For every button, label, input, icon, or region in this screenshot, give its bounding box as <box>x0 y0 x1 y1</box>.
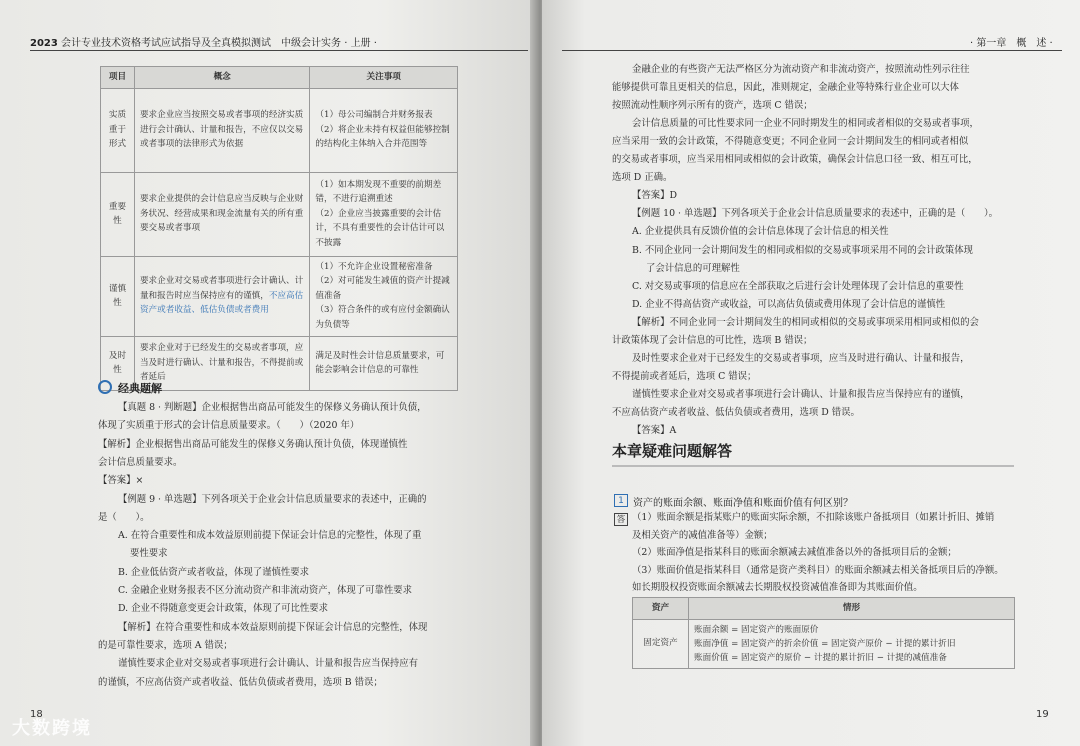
text-line: 体现了实质重于形式的会计信息质量要求。（ ）（2020 年） <box>98 420 360 432</box>
focus-cell: （1）不允许企业设置秘密准备 （2）对可能发生减值的资产计提减值准备 （3）符合条件的或有应付金额确认为负债等 <box>310 256 458 336</box>
focus-cell: （1）如本期发现不重要的前期差错，不进行追溯重述 （2）企业应当披露重要的会计估计，不具有重要性的会计估计可以不披露 <box>310 172 458 256</box>
text-line: C. 金融企业财务报表不区分流动资产和非流动资产，体现了可靠性要求 <box>118 585 413 596</box>
left-running-header: 2023 会计专业技术资格考试应试指导及全真模拟测试 中级会计实务 · 上册 · <box>30 38 377 49</box>
answer-badge: 答 <box>614 513 628 526</box>
text-line: D. 企业不得高估资产或收益，可以高估负债或费用体现了会计信息的谨慎性 <box>632 298 946 310</box>
table-row <box>633 619 1015 668</box>
table-row <box>101 256 458 336</box>
text-line: 不得提前或者延后，选项 C 错误； <box>612 370 757 382</box>
text-line: 【解析】不同企业同一会计期间发生的相同或相似的交易或事项采用相同或相似的会 <box>632 316 979 328</box>
text-line: 【解析】企业根据售出商品可能发生的保修义务确认预计负债，体现谨慎性 <box>98 438 408 450</box>
question-number-badge: 1 <box>614 494 628 507</box>
question-text: 资产的账面余额、账面净值和账面价值有何区别？ <box>633 498 853 509</box>
highlight-text: 不应高估资产或者收益、低估负债或者费用 <box>139 290 304 316</box>
text-line: 选项 D 正确。 <box>612 172 673 184</box>
right-page <box>542 0 1080 746</box>
text-line: 会计信息质量的可比性要求同一企业不同时期发生的相同或者相似的交易或者事项， <box>632 118 979 130</box>
text-line: 金融企业的有些资产无法严格区分为流动资产和非流动资产，按照流动性列示往往 <box>632 64 970 75</box>
case-line: 账面净值 = 固定资产的折余价值 = 固定资产原价 − 计提的累计折旧 <box>694 638 956 649</box>
table-header: 关注事项 <box>310 67 458 89</box>
item-cell: 及时性 <box>101 336 135 390</box>
header-rule <box>30 50 528 51</box>
table-row <box>101 172 458 256</box>
item-cell: 谨慎性 <box>101 256 135 336</box>
text-line: B. 不同企业同一会计期间发生的相同或相似的交易或事项采用不同的会计政策体现 <box>632 244 973 256</box>
text-line: 要性要求 <box>130 548 168 560</box>
page-number: 19 <box>1036 709 1049 720</box>
concept-cell: 要求企业应当按照交易或者事项的经济实质进行会计确认、计量和报告，不应仅以交易或者事项的法律形式为依据 <box>134 88 309 172</box>
focus-cell: （1）母公司编制合并财务报表 （2）将企业未持有权益但能够控制的结构化主体纳入合并范围等 <box>310 88 458 172</box>
text-line: A. 企业提供具有反馈价值的会计信息体现了会计信息的相关性 <box>632 226 889 238</box>
page-number: 18 <box>30 709 43 720</box>
text-line: 谨慎性要求企业对交易或者事项进行会计确认、计量和报告应当保持应有 <box>118 658 419 670</box>
text-line: 如长期股权投资账面余额减去长期股权投资减值准备即为其账面价值。 <box>632 582 923 593</box>
text-line: 的谨慎，不应高估资产或者收益、低估负债或者费用，选项 B 错误； <box>98 676 383 688</box>
title-rule <box>612 465 1014 467</box>
table-header: 资产 <box>633 598 689 620</box>
text-line: 的交易或者事项，应当采用相同或相似的会计政策，确保会计信息口径一致、相互可比， <box>612 154 978 166</box>
case-line: 账面余额 = 固定资产的账面原价 <box>694 624 819 635</box>
chapter-faq-title: 本章疑难问题解答 <box>612 442 733 460</box>
text-line: 【真题 8 · 判断题】企业根据售出商品可能发生的保修义务确认预计负债， <box>118 402 427 413</box>
text-line: 谨慎性要求企业对交易或者事项进行会计确认、计量和报告应当保持应有的谨慎， <box>632 388 970 400</box>
text-line: 会计信息质量要求。 <box>98 456 183 468</box>
classic-icon <box>98 380 112 394</box>
text-line: 的是可靠性要求，选项 A 错误； <box>98 639 233 651</box>
text-line: 【解析】在符合重要性和成本效益原则前提下保证会计信息的完整性，体现 <box>118 621 428 633</box>
concept-cell: 要求企业对于已经发生的交易或者事项，应当及时进行确认、计量和报告，不得提前或者延后 <box>134 336 309 390</box>
item-cell: 重要性 <box>101 172 135 256</box>
text-line: 应当采用一致的会计政策，不得随意变更；不同企业同一会计期间发生的相同或者相似 <box>612 136 969 148</box>
text-line: D. 企业不得随意变更会计政策，体现了可比性要求 <box>118 603 329 615</box>
right-running-header: · 第一章 概 述 · <box>970 38 1053 49</box>
text-line: 及时性要求企业对于已经发生的交易或者事项，应当及时进行确认、计量和报告， <box>632 352 970 364</box>
text-line: 不应高估资产或者收益、低估负债或者费用，选项 D 错误。 <box>612 406 860 418</box>
text-line: B. 企业低估资产或者收益，体现了谨慎性要求 <box>118 566 309 578</box>
section-title: 经典题解 <box>118 382 162 395</box>
quality-table <box>100 66 458 391</box>
concept-cell: 要求企业对交易或者事项进行会计确认、计量和报告时应当保持应有的谨慎，不应高估资产或者收益、低估负债或者费用 <box>134 256 309 336</box>
focus-cell: 满足及时性会计信息质量要求，可能会影响会计信息的可靠性 <box>310 336 458 390</box>
text-line: 了会计信息的可理解性 <box>646 262 740 274</box>
asset-cell: 固定资产 <box>633 619 689 668</box>
case-line: 账面价值 = 固定资产的原价 − 计提的累计折旧 − 计提的减值准备 <box>694 652 947 663</box>
fixed-asset-table <box>632 597 1015 669</box>
text-line: （3）账面价值是指某科目（通常是资产类科目）的账面余额减去相关备抵项目后的净额。 <box>632 564 1004 576</box>
text-line: 【答案】D <box>632 190 678 202</box>
left-page <box>0 0 538 746</box>
text-line: （2）账面净值是指某科目的账面余额减去减值准备以外的备抵项目后的金额； <box>632 547 957 558</box>
table-header: 情形 <box>689 598 1015 620</box>
text-line: 是（ ）。 <box>98 511 150 523</box>
table-row <box>101 88 458 172</box>
case-cell <box>689 619 1015 668</box>
header-rule <box>562 50 1062 51</box>
text-line: （1）账面余额是指某账户的账面实际余额，不扣除该账户备抵项目（如累计折旧、摊销 <box>632 512 995 523</box>
text-line: 计政策体现了会计信息的可比性，选项 B 错误； <box>612 334 813 346</box>
watermark-logo: 大数跨境 <box>12 718 92 739</box>
text-line: A. 在符合重要性和成本效益原则前提下保证会计信息的完整性，体现了重 <box>118 530 422 542</box>
text-line: 【例题 9 · 单选题】下列各项关于企业会计信息质量要求的表述中，正确的 <box>118 493 427 505</box>
text-line: 【答案】× <box>98 475 144 487</box>
text-line: 按照流动性顺序列示所有的资产，选项 C 错误； <box>612 100 813 112</box>
text-line: 及相关资产的减值准备等）金额； <box>632 529 773 541</box>
text-line: 【例题 10 · 单选题】下列各项关于企业会计信息质量要求的表述中，正确的是（ ）。 <box>632 208 999 220</box>
text-line: C. 对交易或事项的信息应在全部获取之后进行会计处理体现了会计信息的重要性 <box>632 280 964 292</box>
table-header: 概念 <box>134 67 309 89</box>
concept-cell: 要求企业提供的会计信息应当反映与企业财务状况、经营成果和现金流量有关的所有重要交易或者事项 <box>134 172 309 256</box>
table-header: 项目 <box>101 67 135 89</box>
text-line: 能够提供可靠且更相关的信息，因此，准则规定，金融企业等特殊行业企业可以大体 <box>612 82 959 94</box>
item-cell: 实质重于形式 <box>101 88 135 172</box>
text-line: 【答案】A <box>632 425 677 436</box>
